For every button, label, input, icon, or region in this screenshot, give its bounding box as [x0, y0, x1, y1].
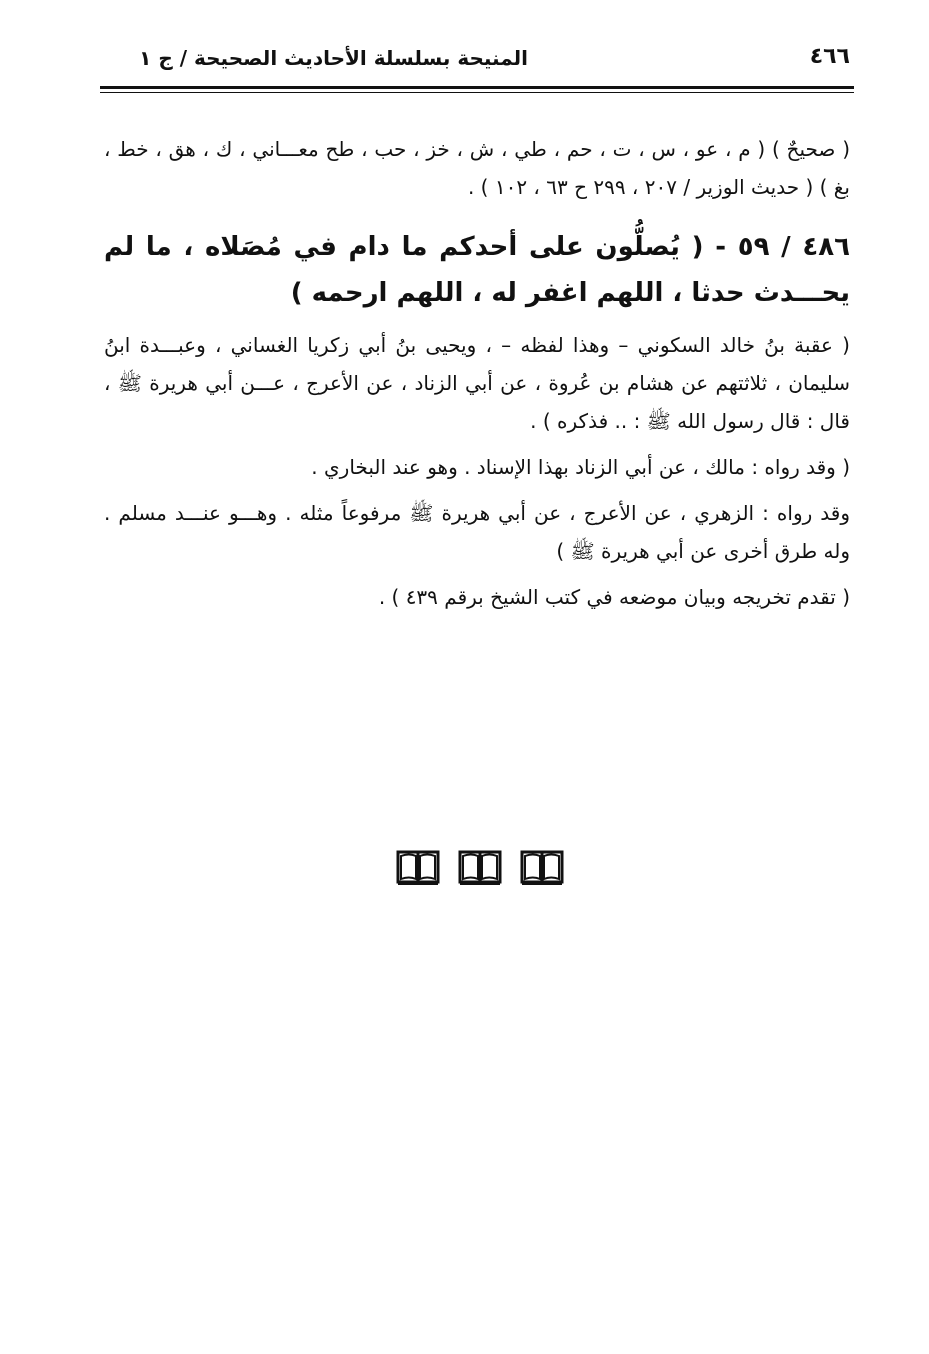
hadith-number: ٤٨٦ / ٥٩ - — [715, 232, 850, 262]
hadith-text: ( يُصلُّون على أحدكم ما دام في مُصَلاه ، ما لم يحـــدث حدثا ، اللهم اغفر له ، اللهم ارحمه ) — [104, 232, 850, 308]
takhrij-paragraph: ( صحيحٌ ) ( م ، عو ، س ، ت ، حم ، طي ، ش ، خز ، حب ، طح معـــاني ، ك ، هق ، خط ، بغ ) ( حديث الوزير / ٢٠٧ ، ٢٩٩ ح ٦٣ ، ١٠٢ ) . — [104, 137, 850, 199]
page-number: ٤٦٦ — [809, 44, 850, 69]
body-text — [104, 130, 850, 616]
running-title: المنيحة بسلسلة الأحاديث الصحيحة / ج ١ — [139, 46, 528, 70]
zuhri-paragraph: وقد رواه : الزهري ، عن الأعرج ، عن أبي هريرة ﷺ مرفوعاً مثله . وهـــو عنـــد مسلم . وله طرق أخرى عن أبي هريرة ﷺ ) — [104, 501, 850, 563]
cross-reference-paragraph: ( تقدم تخريجه وبيان موضعه في كتب الشيخ برقم ٤٣٩ ) . — [378, 585, 850, 609]
header-rule — [100, 86, 854, 89]
open-book-icon — [520, 848, 564, 886]
header-rule-thin — [100, 92, 854, 93]
hadith-paragraph — [104, 224, 850, 316]
isnad-paragraph: ( عقبة بنُ خالد السكوني – وهذا لفظه – ، ويحيى بنُ أبي زكريا الغساني ، وعبـــدة ابنُ سليمان ، ثلاثتهم عن هشام بن عُروة ، عن أبي الزناد ، عن الأعرج ، عـــن أبي هريرة ﷺ ، قال : قال رسول الله ﷺ : .. فذكره ) . — [104, 333, 850, 433]
section-ornament — [396, 848, 564, 888]
open-book-icon — [396, 848, 440, 886]
page-header — [100, 38, 854, 78]
open-book-icon — [458, 848, 502, 886]
malik-paragraph: ( وقد رواه : مالك ، عن أبي الزناد بهذا الإسناد . وهو عند البخاري . — [311, 455, 850, 479]
